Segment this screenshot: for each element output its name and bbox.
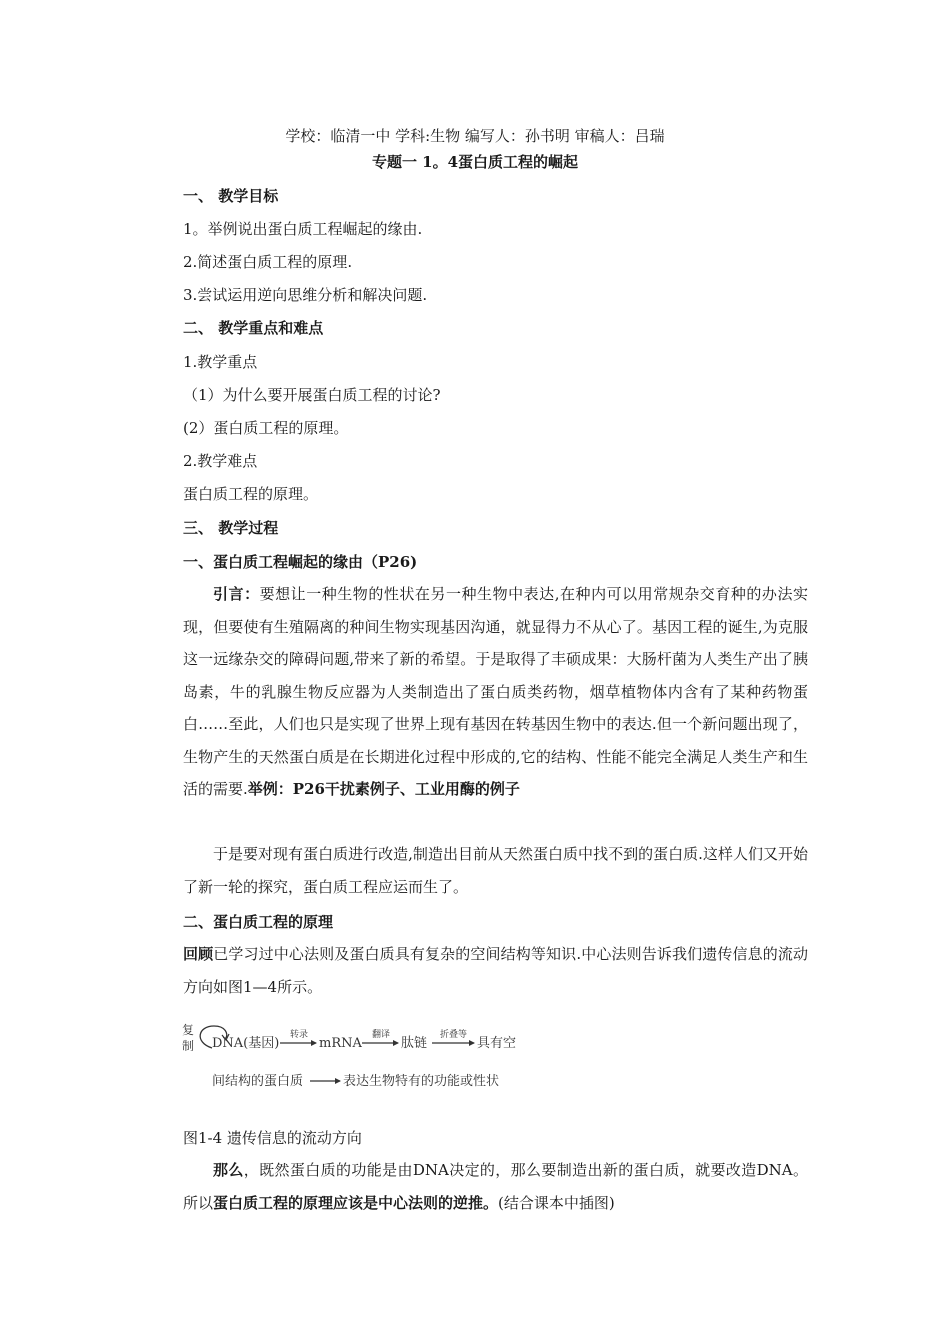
subsection-heading-principle: 二、蛋白质工程的原理 xyxy=(183,913,334,931)
goal-item: 1。举例说出蛋白质工程崛起的缘由. xyxy=(183,220,423,238)
peptide-label: 肽链 xyxy=(401,1036,428,1051)
intro-example: 举例：P26干扰素例子、工业用酶的例子 xyxy=(247,780,520,798)
intro-label: 引言： xyxy=(213,585,260,603)
intro-paragraph xyxy=(183,578,808,806)
replicate-label: 复 xyxy=(182,1023,195,1037)
translation-label: 翻译 xyxy=(372,1030,391,1040)
difficulty-item: 蛋白质工程的原理。 xyxy=(183,485,319,503)
key-item: （1）为什么要开展蛋白质工程的讨论? xyxy=(183,386,441,404)
transcription-label: 转录 xyxy=(290,1030,309,1040)
key-item: (2）蛋白质工程的原理。 xyxy=(183,419,349,437)
function-label: 表达生物特有的功能或性状 xyxy=(343,1074,500,1089)
central-dogma-figure xyxy=(180,1022,530,1097)
arrowhead xyxy=(393,1040,399,1046)
key-label: 1.教学重点 xyxy=(183,353,258,371)
document-title: 专题一 1。4蛋白质工程的崛起 xyxy=(371,153,579,171)
folding-label: 折叠等 xyxy=(440,1030,468,1040)
subsection-heading-origin: 一、蛋白质工程崛起的缘由（P26) xyxy=(183,553,418,571)
principle-note: (结合课本中插图) xyxy=(498,1193,615,1212)
goal-item: 3.尝试运用逆向思维分析和解决问题. xyxy=(183,286,428,304)
replicate-label: 制 xyxy=(182,1039,195,1053)
goal-item: 2.简述蛋白质工程的原理. xyxy=(183,253,353,271)
emergence-paragraph xyxy=(183,838,808,903)
difficulty-label: 2.教学难点 xyxy=(183,452,258,470)
review-paragraph xyxy=(183,938,808,1003)
principle-text: ，既然蛋白质的功能是由DNA决定的，那么要制造出新的蛋白质，就要改造DNA。所以 xyxy=(183,1161,808,1212)
protein-label: 间结构的蛋白质 xyxy=(212,1074,304,1089)
principle-paragraph xyxy=(183,1154,808,1219)
mrna-label: mRNA xyxy=(319,1036,362,1051)
therefore-label: 那么 xyxy=(213,1161,244,1179)
principle-emphasis: 蛋白质工程的原理应该是中心法则的逆推。 xyxy=(213,1193,499,1212)
spatial-label: 具有空 xyxy=(477,1036,517,1051)
section-heading-goals: 一、 教学目标 xyxy=(183,187,279,205)
review-label: 回顾 xyxy=(183,945,214,963)
figure-caption: 图1-4 遗传信息的流动方向 xyxy=(183,1129,362,1147)
arrowhead xyxy=(335,1078,341,1084)
arrowhead xyxy=(469,1040,475,1046)
header-info: 学校：临清一中 学科:生物 编写人：孙书明 审稿人：吕瑞 xyxy=(285,127,665,145)
section-heading-key-points: 二、 教学重点和难点 xyxy=(183,319,324,337)
review-text: 已学习过中心法则及蛋白质具有复杂的空间结构等知识.中心法则告诉我们遗传信息的流动方向如图1—4所示。 xyxy=(183,945,808,996)
emergence-text: 于是要对现有蛋白质进行改造,制造出目前从天然蛋白质中找不到的蛋白质.这样人们又开始了新一轮的探究，蛋白质工程应运而生了。 xyxy=(183,845,808,896)
dna-label: DNA(基因) xyxy=(212,1036,280,1051)
section-heading-process: 三、 教学过程 xyxy=(183,519,279,537)
intro-text: 要想让一种生物的性状在另一种生物中表达,在种内可以用常规杂交育种的办法实现，但要使有生殖隔离的种间生物实现基因沟通，就显得力不从心了。基因工程的诞生,为克服这一远缘杂交的障碍问题,带来了新的希望。于是取得了丰硕成果：大肠杆菌为人类生产出了胰岛素，牛的乳腺生物反应器为人类制造出了蛋白质类药物，烟草植物体内含有了某种药物蛋白……至此，人们也只是实现了世界上现有基因在转基因生物中的表达.但一个新问题出现了，生物产生的天然蛋白质是在长期进化过程中形成的,它的结构、性能不能完全满足人类生产和生活的需要. xyxy=(183,585,808,798)
arrowhead xyxy=(311,1040,317,1046)
